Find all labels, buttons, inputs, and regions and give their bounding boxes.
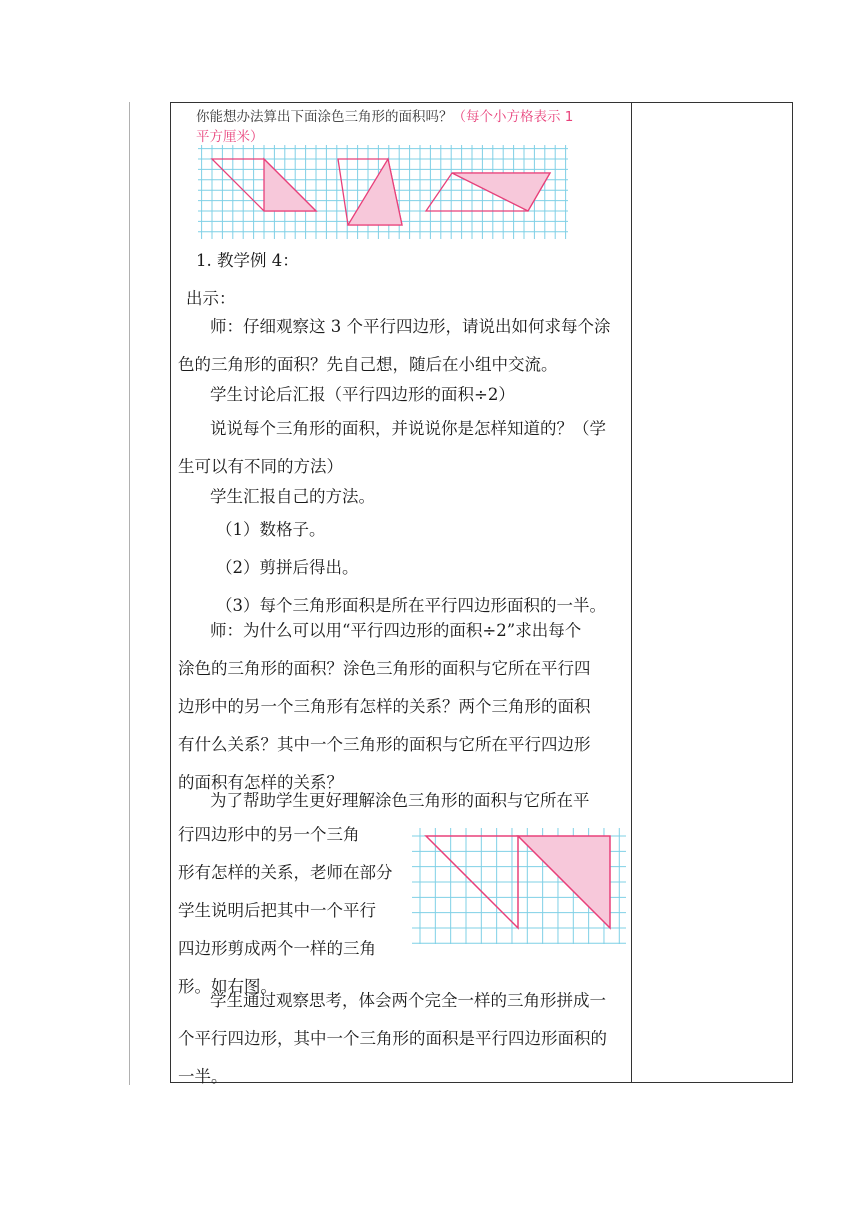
method-list <box>178 511 628 625</box>
paragraph-explain: 说说每个三角形的面积，并说说你是怎样知道的？（学 生可以有不同的方法） <box>178 419 606 476</box>
paragraph-teacher-why: 师：为什么可以用“平行四边形的面积÷2”求出每个 涂色的三角形的面积？涂色三角形的面积与它所在平行四 边形中的另一个三角形有怎样的关系？两个三角形的面积 有什么关系？其中一个三角形的面积与它所在平行四边形 的面积有怎样的关系？ <box>178 621 591 792</box>
parallelogram-1 <box>212 159 316 211</box>
paragraph-help-understand: 为了帮助学生更好理解涂色三角形的面积与它所在平 <box>210 791 590 810</box>
grid-figure-cut-triangles <box>412 828 626 944</box>
margin-rule <box>129 102 130 1085</box>
shaded-triangle-1 <box>264 159 316 211</box>
method-3: （3）每个三角形面积是所在平行四边形面积的一半。 <box>216 596 606 615</box>
paragraph-methods-intro: 学生汇报自己的方法。 <box>210 487 375 506</box>
paragraph-teacher-question: 师：仔细观察这 3 个平行四边形，请说出如何求每个涂 色的三角形的面积？先自己想，随后在小组中交流。 <box>178 317 611 374</box>
paragraph-student-report: 学生讨论后汇报（平行四边形的面积÷2） <box>210 385 515 404</box>
example-heading: 1. 教学例 4： <box>196 251 299 270</box>
intro-note: （每个小方格表示 1 平方厘米） <box>196 109 574 145</box>
show-label: 出示： <box>186 289 236 308</box>
method-1: （1）数格子。 <box>216 520 326 539</box>
intro-question-text: 你能想办法算出下面涂色三角形的面积吗？ <box>196 109 453 125</box>
shaded-triangle-2 <box>348 159 402 225</box>
parallelogram-3 <box>426 173 550 211</box>
shaded-triangle-3 <box>452 173 550 211</box>
paragraph-conclusion: 学生通过观察思考，体会两个完全一样的三角形拼成一 个平行四边形，其中一个三角形的面积是平行四边形面积的 一半。 <box>178 991 607 1086</box>
method-2: （2）剪拼后得出。 <box>216 558 359 577</box>
grid-figure-three-parallelograms <box>198 145 568 239</box>
paragraph-help-wrap: 行四边形中的另一个三角 形有怎样的关系，老师在部分 学生说明后把其中一个平行 四边形剪成两个一样的三角 形。如右图。 <box>178 825 393 996</box>
intro-question <box>196 107 576 147</box>
